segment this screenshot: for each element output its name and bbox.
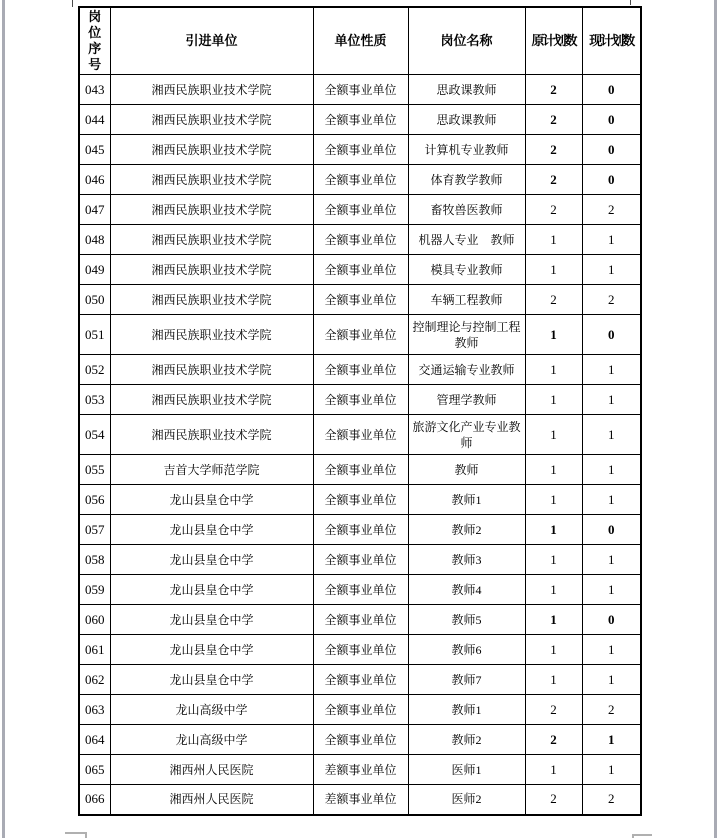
cell-planned-count[interactable]: 1 bbox=[525, 665, 582, 695]
cell-position-number[interactable]: 060 bbox=[79, 605, 110, 635]
cell-position-number[interactable]: 058 bbox=[79, 545, 110, 575]
cell-unit-nature[interactable]: 全额事业单位 bbox=[313, 665, 408, 695]
table-row bbox=[79, 415, 641, 455]
cell-unit[interactable]: 龙山县皇仓中学 bbox=[110, 635, 313, 665]
table-row bbox=[79, 455, 641, 485]
cell-planned-count[interactable]: 2 bbox=[525, 195, 582, 225]
cell-unit-nature[interactable]: 差额事业单位 bbox=[313, 785, 408, 815]
cell-unit-nature[interactable]: 全额事业单位 bbox=[313, 515, 408, 545]
cell-unit-nature[interactable]: 全额事业单位 bbox=[313, 545, 408, 575]
cell-planned-count[interactable]: 1 bbox=[525, 575, 582, 605]
cell-current-count[interactable]: 2 bbox=[582, 695, 641, 725]
cell-unit[interactable]: 龙山高级中学 bbox=[110, 725, 313, 755]
header-current-count[interactable]: 现计划数 bbox=[582, 7, 641, 75]
cell-current-count[interactable]: 1 bbox=[582, 225, 641, 255]
table-row bbox=[79, 755, 641, 785]
table-row bbox=[79, 545, 641, 575]
cell-position-number[interactable]: 052 bbox=[79, 355, 110, 385]
page-edge-left bbox=[2, 0, 5, 838]
cell-position-name[interactable]: 教师4 bbox=[408, 575, 525, 605]
cell-position-name[interactable]: 交通运输专业教师 bbox=[408, 355, 525, 385]
cell-position-number[interactable]: 054 bbox=[79, 415, 110, 455]
cell-planned-count[interactable]: 1 bbox=[525, 755, 582, 785]
cell-planned-count[interactable]: 2 bbox=[525, 135, 582, 165]
cell-planned-count[interactable]: 1 bbox=[525, 545, 582, 575]
cell-unit-nature[interactable]: 全额事业单位 bbox=[313, 695, 408, 725]
cell-unit-nature[interactable]: 全额事业单位 bbox=[313, 635, 408, 665]
cell-position-name[interactable]: 体育教学教师 bbox=[408, 165, 525, 195]
cell-current-count[interactable]: 1 bbox=[582, 355, 641, 385]
table-row bbox=[79, 635, 641, 665]
cell-position-number[interactable]: 051 bbox=[79, 315, 110, 355]
cell-unit[interactable]: 龙山县皇仓中学 bbox=[110, 575, 313, 605]
cell-position-number[interactable]: 053 bbox=[79, 385, 110, 415]
cell-current-count[interactable]: 0 bbox=[582, 75, 641, 105]
cell-planned-count[interactable]: 2 bbox=[525, 695, 582, 725]
cell-unit[interactable]: 龙山县皇仓中学 bbox=[110, 515, 313, 545]
cell-position-name[interactable]: 旅游文化产业专业教师 bbox=[408, 415, 525, 455]
cell-current-count[interactable]: 1 bbox=[582, 725, 641, 755]
cell-position-name[interactable]: 管理学教师 bbox=[408, 385, 525, 415]
table-row bbox=[79, 385, 641, 415]
cell-position-name[interactable]: 教师2 bbox=[408, 515, 525, 545]
cell-current-count[interactable]: 0 bbox=[582, 605, 641, 635]
cell-unit[interactable]: 龙山县皇仓中学 bbox=[110, 485, 313, 515]
cell-unit-nature[interactable]: 全额事业单位 bbox=[313, 285, 408, 315]
table-row bbox=[79, 285, 641, 315]
cell-position-number[interactable]: 066 bbox=[79, 785, 110, 815]
cell-planned-count[interactable]: 2 bbox=[525, 165, 582, 195]
table-header bbox=[79, 7, 641, 75]
cell-position-name[interactable]: 思政课教师 bbox=[408, 75, 525, 105]
cell-planned-count[interactable]: 2 bbox=[525, 725, 582, 755]
cell-unit-nature[interactable]: 全额事业单位 bbox=[313, 225, 408, 255]
cell-planned-count[interactable]: 2 bbox=[525, 75, 582, 105]
table-row bbox=[79, 255, 641, 285]
cell-unit[interactable]: 湘西民族职业技术学院 bbox=[110, 255, 313, 285]
cell-current-count[interactable]: 1 bbox=[582, 635, 641, 665]
cell-position-name[interactable]: 机器人专业 教师 bbox=[408, 225, 525, 255]
cell-position-name[interactable]: 教师3 bbox=[408, 545, 525, 575]
cell-unit-nature[interactable]: 全额事业单位 bbox=[313, 485, 408, 515]
cell-unit[interactable]: 湘西州人民医院 bbox=[110, 755, 313, 785]
cell-position-number[interactable]: 062 bbox=[79, 665, 110, 695]
cell-planned-count[interactable]: 2 bbox=[525, 785, 582, 815]
cell-planned-count[interactable]: 1 bbox=[525, 355, 582, 385]
cell-unit[interactable]: 龙山县皇仓中学 bbox=[110, 605, 313, 635]
cell-unit[interactable]: 湘西民族职业技术学院 bbox=[110, 225, 313, 255]
cell-current-count[interactable]: 1 bbox=[582, 455, 641, 485]
cell-unit-nature[interactable]: 全额事业单位 bbox=[313, 195, 408, 225]
table-row bbox=[79, 695, 641, 725]
cell-current-count[interactable]: 1 bbox=[582, 575, 641, 605]
cell-planned-count[interactable]: 1 bbox=[525, 385, 582, 415]
cell-position-number[interactable]: 046 bbox=[79, 165, 110, 195]
cell-position-number[interactable]: 043 bbox=[79, 75, 110, 105]
cell-unit[interactable]: 湘西民族职业技术学院 bbox=[110, 315, 313, 355]
cell-current-count[interactable]: 2 bbox=[582, 285, 641, 315]
table-row bbox=[79, 725, 641, 755]
table-row bbox=[79, 605, 641, 635]
cell-position-name[interactable]: 车辆工程教师 bbox=[408, 285, 525, 315]
cell-unit[interactable]: 湘西民族职业技术学院 bbox=[110, 385, 313, 415]
cell-position-name[interactable]: 教师2 bbox=[408, 725, 525, 755]
cell-current-count[interactable]: 0 bbox=[582, 515, 641, 545]
cell-current-count[interactable]: 1 bbox=[582, 385, 641, 415]
cell-position-name[interactable]: 控制理论与控制工程教师 bbox=[408, 315, 525, 355]
cell-current-count[interactable]: 1 bbox=[582, 485, 641, 515]
cell-current-count[interactable]: 2 bbox=[582, 195, 641, 225]
header-position-number[interactable]: 岗位序号 bbox=[79, 7, 110, 75]
cell-unit[interactable]: 湘西民族职业技术学院 bbox=[110, 165, 313, 195]
table-row bbox=[79, 135, 641, 165]
header-row bbox=[79, 7, 641, 75]
positions-table bbox=[78, 6, 642, 816]
cell-unit-nature[interactable]: 全额事业单位 bbox=[313, 455, 408, 485]
table-row bbox=[79, 515, 641, 545]
table-row bbox=[79, 315, 641, 355]
cell-position-number[interactable]: 061 bbox=[79, 635, 110, 665]
table-row bbox=[79, 195, 641, 225]
cell-planned-count[interactable]: 1 bbox=[525, 315, 582, 355]
cell-unit[interactable]: 吉首大学师范学院 bbox=[110, 455, 313, 485]
cell-unit-nature[interactable]: 全额事业单位 bbox=[313, 105, 408, 135]
table-row bbox=[79, 665, 641, 695]
cell-planned-count[interactable]: 2 bbox=[525, 105, 582, 135]
table-row bbox=[79, 355, 641, 385]
cell-planned-count[interactable]: 1 bbox=[525, 455, 582, 485]
cell-current-count[interactable]: 0 bbox=[582, 135, 641, 165]
cell-unit[interactable]: 龙山县皇仓中学 bbox=[110, 665, 313, 695]
cell-unit-nature[interactable]: 全额事业单位 bbox=[313, 75, 408, 105]
header-planned-count[interactable]: 原计划数 bbox=[525, 7, 582, 75]
cell-current-count[interactable]: 0 bbox=[582, 105, 641, 135]
cell-planned-count[interactable]: 1 bbox=[525, 515, 582, 545]
cell-unit[interactable]: 龙山高级中学 bbox=[110, 695, 313, 725]
cell-position-name[interactable]: 教师6 bbox=[408, 635, 525, 665]
cell-unit-nature[interactable]: 全额事业单位 bbox=[313, 575, 408, 605]
cell-current-count[interactable]: 1 bbox=[582, 415, 641, 455]
cell-unit-nature[interactable]: 全额事业单位 bbox=[313, 415, 408, 455]
table-row bbox=[79, 785, 641, 815]
cell-position-number[interactable]: 059 bbox=[79, 575, 110, 605]
cell-unit-nature[interactable]: 全额事业单位 bbox=[313, 165, 408, 195]
header-unit-nature[interactable]: 单位性质 bbox=[313, 7, 408, 75]
header-position-name[interactable]: 岗位名称 bbox=[408, 7, 525, 75]
cell-position-name[interactable]: 模具专业教师 bbox=[408, 255, 525, 285]
cell-planned-count[interactable]: 1 bbox=[525, 255, 582, 285]
table-row bbox=[79, 165, 641, 195]
cell-position-number[interactable]: 048 bbox=[79, 225, 110, 255]
cell-unit[interactable]: 龙山县皇仓中学 bbox=[110, 545, 313, 575]
table-row bbox=[79, 225, 641, 255]
cell-current-count[interactable]: 1 bbox=[582, 255, 641, 285]
cell-planned-count[interactable]: 1 bbox=[525, 605, 582, 635]
cell-position-number[interactable]: 064 bbox=[79, 725, 110, 755]
cell-current-count[interactable]: 1 bbox=[582, 545, 641, 575]
cell-position-name[interactable]: 思政课教师 bbox=[408, 105, 525, 135]
cell-unit[interactable]: 湘西州人民医院 bbox=[110, 785, 313, 815]
cell-position-number[interactable]: 047 bbox=[79, 195, 110, 225]
cell-unit-nature[interactable]: 全额事业单位 bbox=[313, 355, 408, 385]
cell-position-number[interactable]: 065 bbox=[79, 755, 110, 785]
cell-planned-count[interactable]: 2 bbox=[525, 285, 582, 315]
table-continuation-mark-right bbox=[630, 0, 631, 5]
cell-position-name[interactable]: 教师 bbox=[408, 455, 525, 485]
cell-unit[interactable]: 湘西民族职业技术学院 bbox=[110, 285, 313, 315]
table-row bbox=[79, 105, 641, 135]
cell-position-number[interactable]: 045 bbox=[79, 135, 110, 165]
cell-current-count[interactable]: 0 bbox=[582, 315, 641, 355]
cell-unit-nature[interactable]: 全额事业单位 bbox=[313, 385, 408, 415]
cell-unit[interactable]: 湘西民族职业技术学院 bbox=[110, 75, 313, 105]
cell-unit[interactable]: 湘西民族职业技术学院 bbox=[110, 195, 313, 225]
cell-planned-count[interactable]: 1 bbox=[525, 635, 582, 665]
header-unit[interactable]: 引进单位 bbox=[110, 7, 313, 75]
cell-current-count[interactable]: 1 bbox=[582, 665, 641, 695]
table-row bbox=[79, 75, 641, 105]
cell-current-count[interactable]: 2 bbox=[582, 785, 641, 815]
cell-unit-nature[interactable]: 全额事业单位 bbox=[313, 315, 408, 355]
cell-position-name[interactable]: 教师7 bbox=[408, 665, 525, 695]
cell-unit[interactable]: 湘西民族职业技术学院 bbox=[110, 415, 313, 455]
cell-unit-nature[interactable]: 全额事业单位 bbox=[313, 255, 408, 285]
cell-planned-count[interactable]: 1 bbox=[525, 485, 582, 515]
cell-position-name[interactable]: 医师2 bbox=[408, 785, 525, 815]
cell-planned-count[interactable]: 1 bbox=[525, 225, 582, 255]
cell-position-name[interactable]: 教师5 bbox=[408, 605, 525, 635]
table-continuation-mark-left bbox=[72, 0, 73, 7]
cell-position-name[interactable]: 计算机专业教师 bbox=[408, 135, 525, 165]
cell-unit-nature[interactable]: 全额事业单位 bbox=[313, 135, 408, 165]
cell-position-number[interactable]: 056 bbox=[79, 485, 110, 515]
cell-position-name[interactable]: 医师1 bbox=[408, 755, 525, 785]
cell-current-count[interactable]: 1 bbox=[582, 755, 641, 785]
cell-position-number[interactable]: 055 bbox=[79, 455, 110, 485]
margin-corner-mark-left bbox=[65, 832, 87, 838]
cell-position-number[interactable]: 049 bbox=[79, 255, 110, 285]
cell-position-number[interactable]: 063 bbox=[79, 695, 110, 725]
margin-corner-mark-right bbox=[632, 834, 652, 838]
cell-unit-nature[interactable]: 全额事业单位 bbox=[313, 725, 408, 755]
table-body bbox=[79, 75, 641, 815]
cell-unit-nature[interactable]: 差额事业单位 bbox=[313, 755, 408, 785]
table-row bbox=[79, 485, 641, 515]
cell-unit[interactable]: 湘西民族职业技术学院 bbox=[110, 135, 313, 165]
cell-position-name[interactable]: 教师1 bbox=[408, 485, 525, 515]
cell-current-count[interactable]: 0 bbox=[582, 165, 641, 195]
cell-unit-nature[interactable]: 全额事业单位 bbox=[313, 605, 408, 635]
cell-position-number[interactable]: 050 bbox=[79, 285, 110, 315]
cell-unit[interactable]: 湘西民族职业技术学院 bbox=[110, 105, 313, 135]
cell-position-name[interactable]: 畜牧兽医教师 bbox=[408, 195, 525, 225]
cell-position-name[interactable]: 教师1 bbox=[408, 695, 525, 725]
cell-planned-count[interactable]: 1 bbox=[525, 415, 582, 455]
table-row bbox=[79, 575, 641, 605]
cell-position-number[interactable]: 057 bbox=[79, 515, 110, 545]
cell-position-number[interactable]: 044 bbox=[79, 105, 110, 135]
cell-unit[interactable]: 湘西民族职业技术学院 bbox=[110, 355, 313, 385]
